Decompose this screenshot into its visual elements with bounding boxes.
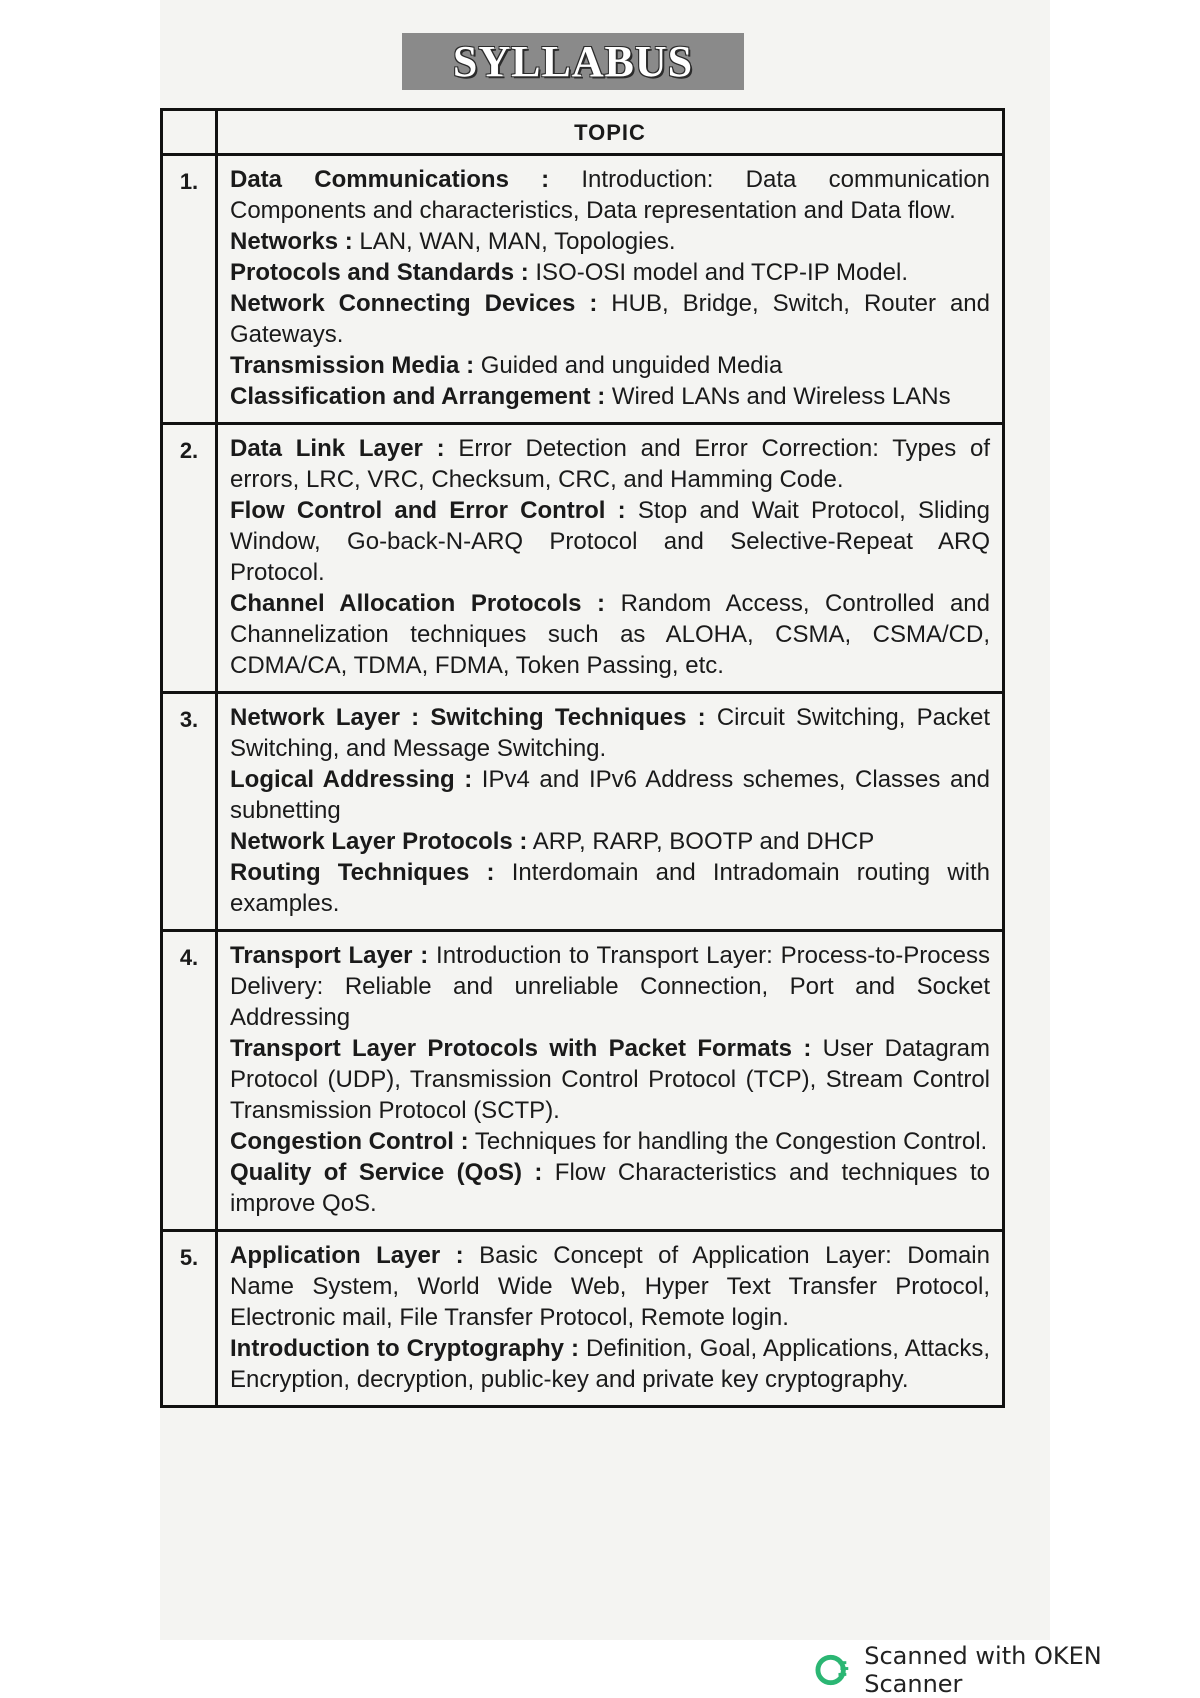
topic-paragraph (230, 588, 990, 681)
topic-paragraph (230, 226, 990, 257)
unit-number: 3. (162, 693, 217, 931)
unit-number: 5. (162, 1231, 217, 1407)
topic-paragraph (230, 764, 990, 826)
unit-row (162, 155, 1004, 424)
unit-row (162, 931, 1004, 1231)
topic-paragraph (230, 1033, 990, 1126)
topic-heading: Introduction to Cryptography : (230, 1335, 580, 1362)
topic-heading: Channel Allocation Protocols : (230, 590, 606, 617)
topic-text: Interdomain and Intradomain routing with examples. (230, 859, 991, 917)
topic-text: LAN, WAN, MAN, Topologies. (352, 228, 676, 255)
table-header-row (162, 110, 1004, 155)
page-title: SYLLABUS (452, 37, 694, 86)
unit-topics (217, 1231, 1004, 1407)
topic-heading: Transmission Media : (230, 352, 475, 379)
unit-number: 2. (162, 424, 217, 693)
unit-topics (217, 155, 1004, 424)
topic-heading: Quality of Service (QoS) : (230, 1159, 543, 1186)
unit-number: 1. (162, 155, 217, 424)
topic-paragraph (230, 433, 990, 495)
number-column-header (162, 110, 217, 155)
unit-number: 4. (162, 931, 217, 1231)
topic-text: User Datagram Protocol (UDP), Transmission Control Protocol (TCP), Stream Control Transmission Protocol (SCTP). (230, 1035, 990, 1124)
topic-paragraph (230, 164, 990, 226)
scanner-watermark (815, 1642, 1200, 1698)
topic-text: HUB, Bridge, Switch, Router and Gateways. (230, 290, 990, 348)
unit-row (162, 424, 1004, 693)
topic-paragraph (230, 350, 990, 381)
topic-text: Introduction to Transport Layer: Process-to-Process Delivery: Reliable and unreliable Connection, Port and Socket Addressing (230, 942, 990, 1031)
topic-paragraph (230, 1126, 990, 1157)
topic-heading: Network Layer : Switching Techniques : (230, 704, 706, 731)
topic-heading: Classification and Arrangement : (230, 383, 606, 410)
title-banner (402, 33, 744, 90)
topic-paragraph (230, 857, 990, 919)
topic-text: Circuit Switching, Packet Switching, and Message Switching. (230, 704, 991, 762)
unit-topics (217, 931, 1004, 1231)
syllabus-table (160, 108, 1005, 1408)
topic-text: Definition, Goal, Applications, Attacks, Encryption, decryption, public-key and private key cryptography. (230, 1335, 990, 1393)
topic-paragraph (230, 1240, 990, 1333)
topic-heading: Flow Control and Error Control : (230, 497, 626, 524)
topic-text: Wired LANs and Wireless LANs (605, 383, 951, 410)
topic-text: Guided and unguided Media (474, 352, 783, 379)
topic-heading: Data Link Layer : (230, 435, 445, 462)
unit-row (162, 1231, 1004, 1407)
topic-heading: Network Layer Protocols : (230, 828, 528, 855)
topic-heading: Networks : (230, 228, 353, 255)
topic-heading: Transport Layer Protocols with Packet Formats : (230, 1035, 812, 1062)
topic-text: Techniques for handling the Congestion Control. (468, 1128, 988, 1155)
topic-text: IPv4 and IPv6 Address schemes, Classes and subnetting (230, 766, 990, 824)
topic-heading: Data Communications : (230, 166, 550, 193)
topic-heading: Transport Layer : (230, 942, 429, 969)
topic-text: Random Access, Controlled and Channelization techniques such as ALOHA, CSMA, CSMA/CD, CDMA/CA, TDMA, FDMA, Token Passing, etc. (230, 590, 990, 679)
topic-column-header: TOPIC (217, 110, 1004, 155)
topic-paragraph (230, 940, 990, 1033)
unit-topics (217, 424, 1004, 693)
oken-scanner-logo-icon (815, 1652, 850, 1688)
topic-paragraph (230, 1333, 990, 1395)
units-body (162, 155, 1004, 1407)
topic-text: ISO-OSI model and TCP-IP Model. (528, 259, 908, 286)
topic-heading: Logical Addressing : (230, 766, 473, 793)
topic-text: ARP, RARP, BOOTP and DHCP (527, 828, 875, 855)
topic-heading: Protocols and Standards : (230, 259, 529, 286)
topic-text: Flow Characteristics and techniques to improve QoS. (230, 1159, 990, 1217)
unit-row (162, 693, 1004, 931)
topic-heading: Congestion Control : (230, 1128, 469, 1155)
scanner-text: Scanned with OKEN Scanner (864, 1642, 1102, 1698)
topic-paragraph (230, 288, 990, 350)
topic-text: Error Detection and Error Correction: Types of errors, LRC, VRC, Checksum, CRC, and Hamming Code. (230, 435, 990, 493)
topic-paragraph (230, 826, 990, 857)
topic-heading: Application Layer : (230, 1242, 464, 1269)
topic-text: Stop and Wait Protocol, Sliding Window, Go-back-N-ARQ Protocol and Selective-Repeat ARQ Protocol. (230, 497, 990, 586)
topic-paragraph (230, 381, 990, 412)
topic-paragraph (230, 257, 990, 288)
topic-paragraph (230, 702, 990, 764)
topic-text: Basic Concept of Application Layer: Domain Name System, World Wide Web, Hyper Text Transfer Protocol, Electronic mail, File Transfer Protocol, Remote login. (230, 1242, 990, 1331)
unit-topics (217, 693, 1004, 931)
topic-paragraph (230, 1157, 990, 1219)
topic-text: Introduction: Data communication Components and characteristics, Data representation and Data flow. (230, 166, 991, 224)
topic-heading: Network Connecting Devices : (230, 290, 598, 317)
topic-heading: Routing Techniques : (230, 859, 495, 886)
topic-paragraph (230, 495, 990, 588)
